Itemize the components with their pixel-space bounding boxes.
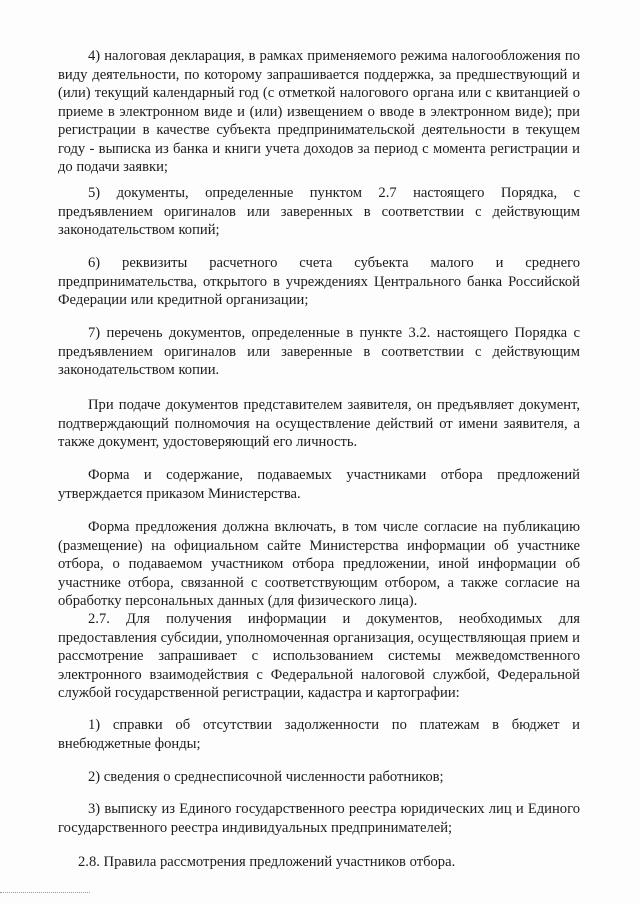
paragraph-section-2-8: 2.8. Правила рассмотрения предложений участников отбора. [78, 854, 456, 870]
paragraph-form-content: Форма и содержание, подаваемых участниками отбора предложений утверждается приказом Министерства. [58, 467, 580, 502]
paragraph-bank-details: 6) реквизиты расчетного счета субъекта малого и среднего предпринимательства, открытого в учреждениях Центрального банка Российской Федерации или кредитной организации; [58, 255, 580, 308]
paragraph-section-2-7: 2.7. Для получения информации и документов, необходимых для предоставления субсидии, уполномоченная организация, осуществляющая прием и рассмотрение запрашивает с использованием системы межведомственного электронного взаимодействия с Федеральной налоговой службой, Федеральной службой государственной регистрации, кадастра и картографии: [58, 611, 580, 701]
paragraph-representative: При подаче документов представителем заявителя, он предъявляет документ, подтверждающий полномочия на осуществление действий от имени заявителя, а также документ, удостоверяющий его личность. [58, 397, 580, 450]
paragraph-documents-3-2: 7) перечень документов, определенные в пункте 3.2. настоящего Порядка с предъявлением оригиналов или заверенные в соответствии с действующим законодательством копии. [58, 325, 580, 378]
paragraph-documents-2-7: 5) документы, определенные пунктом 2.7 настоящего Порядка, с предъявлением оригиналов или заверенных в соответствии с действующим законодательством копий; [58, 185, 580, 238]
paragraph-registry-extract: 3) выписку из Единого государственного реестра юридических лиц и Единого государственного реестра индивидуальных предпринимателей; [58, 801, 580, 836]
paragraph-proposal-form: Форма предложения должна включать, в том числе согласие на публикацию (размещение) на официальном сайте Министерства информации об участнике отбора, о подаваемом участником отбора предложении, иной информации об участнике отбора, связанной с соответствующим отбором, а также согласие на обработку персональных данных (для физического лица). [58, 519, 580, 609]
paragraph-employee-count: 2) сведения о среднесписочной численности работников; [88, 769, 444, 785]
scan-edge-line [0, 892, 90, 893]
paragraph-debt-certificates: 1) справки об отсутствии задолженности по платежам в бюджет и внебюджетные фонды; [58, 717, 580, 752]
paragraph-tax-declaration: 4) налоговая декларация, в рамках применяемого режима налогообложения по виду деятельности, по которому запрашивается поддержка, за предшествующий и (или) текущий календарный год (с отметкой налогового органа или с квитанцией о приеме в электронном виде и (или) извещением о вводе в электронном виде); при регистрации в качестве субъекта предпринимательской деятельности в текущем году - выписка из банка и книги учета доходов за период с момента регистрации и до подачи заявки; [58, 48, 580, 175]
